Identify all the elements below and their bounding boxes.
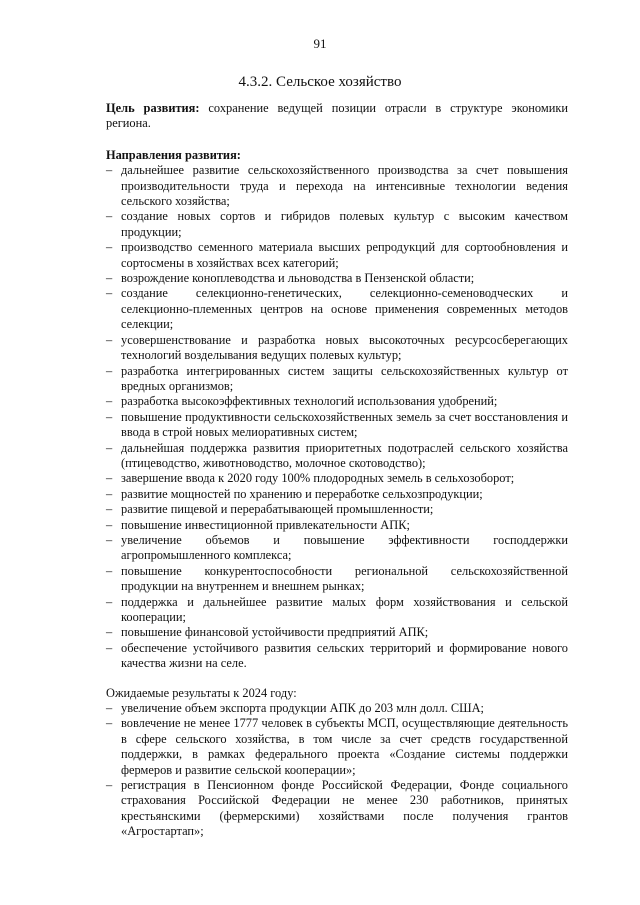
direction-item: – усовершенствование и разработка новых высокоточных ресурсосберегающих технологий возделывания ведущих полевых культур; [106, 333, 568, 364]
direction-item: – дальнейшая поддержка развития приоритетных подотраслей сельского хозяйства (птицеводство, животноводство, молочное скотоводство); [106, 441, 568, 472]
page-number: 91 [313, 36, 327, 51]
result-item: – вовлечение не менее 1777 человек в субъекты МСП, осуществляющие деятельность в сфере сельского хозяйства, в том числе за счет средств государственной поддержки, в рамках федерального проекта «Создание системы поддержки фермеров и развитие сельской кооперации»; [106, 716, 568, 778]
direction-item: – производство семенного материала высших репродукций для сортообновления и сортосмены в хозяйствах всех категорий; [106, 240, 568, 271]
results-list [106, 701, 568, 840]
direction-item: – разработка интегрированных систем защиты сельскохозяйственных культур от вредных организмов; [106, 364, 568, 395]
direction-item: – поддержка и дальнейшее развитие малых форм хозяйствования и сельской кооперации; [106, 595, 568, 626]
direction-item: – завершение ввода к 2020 году 100% плодородных земель в сельхозоборот; [106, 471, 568, 486]
direction-item: – создание новых сортов и гибридов полевых культур с высоким качеством продукции; [106, 209, 568, 240]
direction-item: – повышение финансовой устойчивости предприятий АПК; [106, 625, 568, 640]
direction-item: – увеличение объемов и повышение эффективности господдержки агропромышленного комплекса; [106, 533, 568, 564]
section-title: 4.3.2. Сельское хозяйство [238, 74, 402, 90]
direction-item: – развитие пищевой и перерабатывающей промышленности; [106, 502, 568, 517]
direction-item: – обеспечение устойчивого развития сельских территорий и формирование нового качества жизни на селе. [106, 641, 568, 672]
results-heading: Ожидаемые результаты к 2024 году: [106, 685, 297, 700]
result-item: – регистрация в Пенсионном фонде Российской Федерации, Фонде социального страхования Российской Федерации не менее 230 работников, принятых крестьянскими (фермерскими) хозяйствами после получения грантов «Агростартап»; [106, 778, 568, 840]
direction-item: – создание селекционно-генетических, селекционно-семеноводческих и селекционно-племенных центров на основе применения современных методов селекции; [106, 286, 568, 332]
development-goal-text: сохранение ведущей позиции отрасли в структуре экономики региона. [106, 101, 568, 131]
direction-item: – дальнейшее развитие сельскохозяйственного производства за счет повышения производительности труда и перехода на интенсивные технологии ведения сельского хозяйства; [106, 163, 568, 209]
direction-item: – развитие мощностей по хранению и переработке сельхозпродукции; [106, 487, 568, 502]
document-body [106, 101, 568, 840]
development-goal-label: Цель развития: [106, 101, 200, 115]
direction-item: – повышение конкурентоспособности региональной сельскохозяйственной продукции на внутреннем и внешнем рынках; [106, 564, 568, 595]
directions-heading: Направления развития: [106, 147, 241, 162]
directions-list [106, 163, 568, 671]
direction-item: – повышение инвестиционной привлекательности АПК; [106, 518, 568, 533]
direction-item: – разработка высокоэффективных технологий использования удобрений; [106, 394, 568, 409]
direction-item: – повышение продуктивности сельскохозяйственных земель за счет восстановления и ввода в строй новых мелиоративных систем; [106, 410, 568, 441]
direction-item: – возрождение коноплеводства и льноводства в Пензенской области; [106, 271, 568, 286]
result-item: – увеличение объем экспорта продукции АПК до 203 млн долл. США; [106, 701, 568, 716]
development-goal [106, 101, 568, 132]
